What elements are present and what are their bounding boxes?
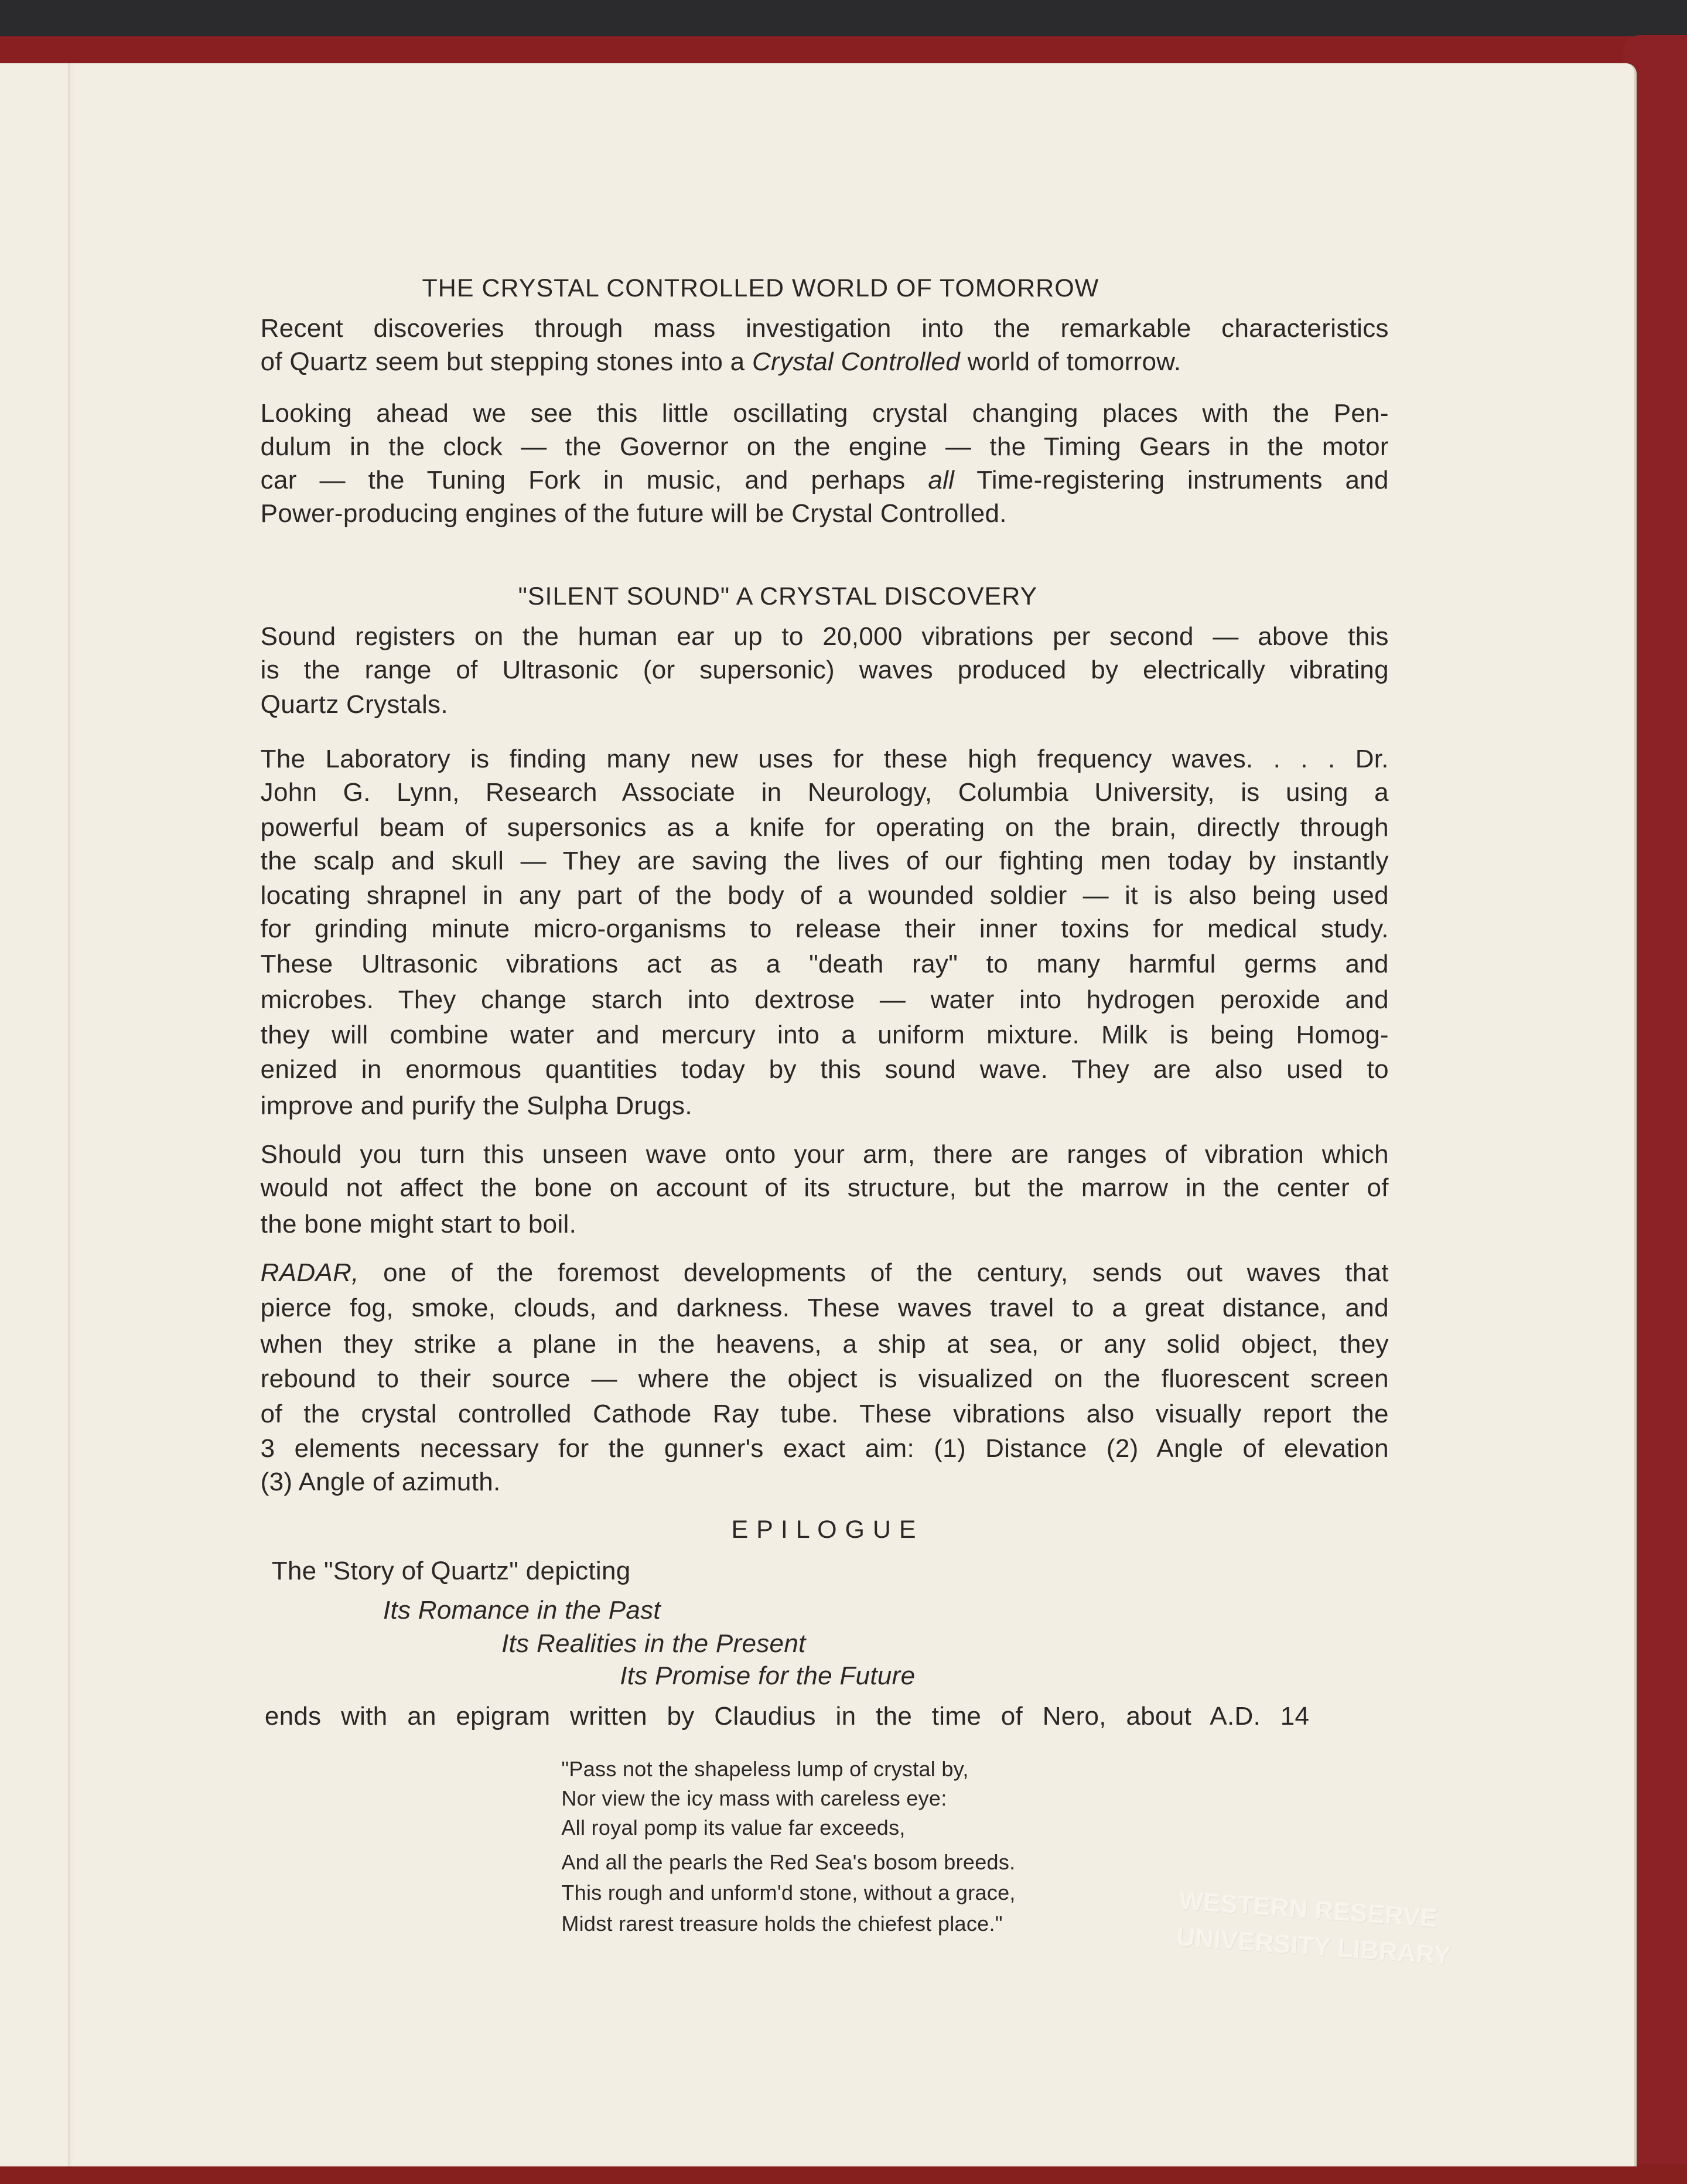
text-segment: car — the Tuning Fork in music, and perhaps xyxy=(260,466,928,495)
text-line: for grinding minute micro-organisms to release their inner toxins for medical study. xyxy=(260,914,1389,944)
poem-line: Nor view the icy mass with careless eye: xyxy=(561,1786,947,1810)
text-line: (3) Angle of azimuth. xyxy=(260,1468,501,1497)
text-segment: Time-registering instruments and xyxy=(954,466,1389,495)
epilogue-line: Its Realities in the Present xyxy=(501,1629,806,1659)
text-line: they will combine water and mercury into a uniform mixture. Milk is being Homog- xyxy=(260,1020,1389,1049)
text-line: microbes. They change starch into dextrose — water into hydrogen peroxide and xyxy=(260,985,1389,1015)
poem-line: All royal pomp its value far exceeds, xyxy=(561,1815,906,1840)
epilogue-heading: E P I L O G U E xyxy=(731,1516,917,1544)
text-segment: of Quartz seem but stepping stones into a xyxy=(260,347,752,377)
text-line: Looking ahead we see this little oscillating crystal changing places with the Pen- xyxy=(260,399,1389,428)
text-segment: world of tomorrow. xyxy=(960,347,1181,377)
text-line: Sound registers on the human ear up to 20,000 vibrations per second — above this xyxy=(260,622,1389,651)
text-line: the bone might start to boil. xyxy=(260,1210,577,1239)
text-line: improve and purify the Sulpha Drugs. xyxy=(260,1091,692,1121)
text-line: would not affect the bone on account of its structure, but the marrow in the center of xyxy=(260,1173,1389,1203)
section-heading: "SILENT SOUND" A CRYSTAL DISCOVERY xyxy=(518,582,1038,610)
poem-line: "Pass not the shapeless lump of crystal by, xyxy=(561,1756,969,1781)
text-line: The Laboratory is finding many new uses for these high frequency waves. . . . Dr. xyxy=(260,745,1389,773)
text-line: These Ultrasonic vibrations act as a "death ray" to many harmful germs and xyxy=(260,949,1389,978)
text-line: Should you turn this unseen wave onto your arm, there are ranges of vibration which xyxy=(260,1140,1389,1169)
text-line xyxy=(261,345,1389,379)
page-gutter xyxy=(68,63,70,2166)
text-line: pierce fog, smoke, clouds, and darkness. These waves travel to a great distance, and xyxy=(260,1293,1389,1322)
epilogue-closing: ends with an epigram written by Claudius in the time of Nero, about A.D. 14 xyxy=(264,1701,1310,1731)
text-line: Power-producing engines of the future will be Crystal Controlled. xyxy=(260,499,1007,528)
text-segment: Crystal Controlled xyxy=(752,347,961,377)
text-line: 3 elements necessary for the gunner's exact aim: (1) Distance (2) Angle of elevation xyxy=(260,1434,1389,1463)
text-line: of the crystal controlled Cathode Ray tube. These vibrations also visually report the xyxy=(260,1399,1389,1428)
text-line: John G. Lynn, Research Associate in Neurology, Columbia University, is using a xyxy=(260,778,1389,807)
text-segment: RADAR, xyxy=(260,1258,359,1288)
book-cover-edge-top xyxy=(0,36,1687,63)
text-line: rebound to their source — where the object is visualized on the fluorescent screen xyxy=(260,1364,1389,1394)
text-line: Quartz Crystals. xyxy=(260,690,448,719)
poem-line: This rough and unform'd stone, without a grace, xyxy=(561,1881,1016,1905)
epilogue-line: Its Promise for the Future xyxy=(620,1661,916,1690)
epilogue-line: Its Romance in the Past xyxy=(383,1595,661,1625)
book-cover-edge-bottom xyxy=(0,2164,1687,2184)
text-segment: one of the foremost developments of the century, sends out waves that xyxy=(358,1258,1389,1288)
text-line: enized in enormous quantities today by this sound wave. They are also used to xyxy=(260,1055,1389,1084)
text-line: the scalp and skull — They are saving the lives of our fighting men today by instantly xyxy=(260,846,1389,875)
text-line: is the range of Ultrasonic (or supersonic) waves produced by electrically vibrating xyxy=(260,655,1389,684)
library-blind-stamp: WESTERN RESERVE UNIVERSITY LIBRARY xyxy=(1175,1886,1452,1971)
poem-line: Midst rarest treasure holds the chiefest place." xyxy=(561,1911,1003,1936)
text-segment: all xyxy=(928,466,955,495)
text-line: locating shrapnel in any part of the body of a wounded soldier — it is also being used xyxy=(260,881,1389,910)
text-line xyxy=(261,1256,1389,1290)
text-line: powerful beam of supersonics as a knife for operating on the brain, directly through xyxy=(260,813,1389,842)
text-line: dulum in the clock — the Governor on the engine — the Timing Gears in the motor xyxy=(260,432,1389,462)
text-line xyxy=(261,463,1389,497)
epilogue-intro: The "Story of Quartz" depicting xyxy=(271,1557,631,1586)
section-heading: THE CRYSTAL CONTROLLED WORLD OF TOMORROW xyxy=(422,274,1099,303)
text-line: when they strike a plane in the heavens, a ship at sea, or any solid object, they xyxy=(260,1329,1389,1359)
poem-line: And all the pearls the Red Sea's bosom breeds. xyxy=(561,1850,1016,1875)
text-line: Recent discoveries through mass investigation into the remarkable characteristics xyxy=(260,314,1389,343)
